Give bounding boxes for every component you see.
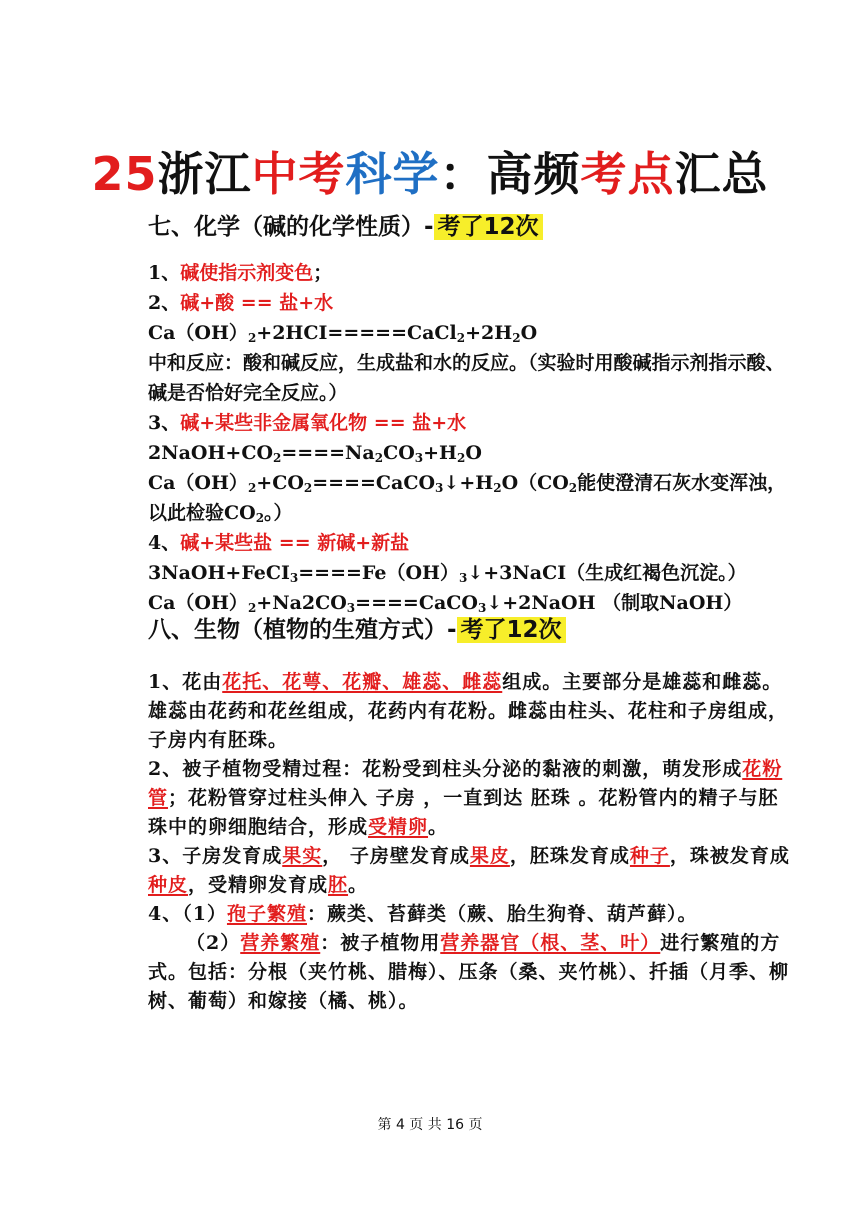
page-title <box>0 138 860 204</box>
equation: $Ca(OH)_2+2HCI=====CaCl_2+2H_2O$ <box>148 322 538 345</box>
line: 4、碱+某些盐 == 新碱+新盐 <box>148 532 410 554</box>
paragraph: 中和反应：酸和碱反应，生成盐和水的反应。（实验时用酸碱指示剂指示酸、碱是否恰好完全反应。） <box>148 352 785 404</box>
line: 1、碱使指示剂变色； <box>148 262 333 284</box>
title-part: 浙江 <box>157 147 252 201</box>
equation: $3NaOH+FeCI_3====Fe(OH)_3↓+3NaCI$（生成红褐色沉淀。） <box>148 562 747 585</box>
title-part: 25 <box>91 147 158 201</box>
paragraph: 2、被子植物受精过程：花粉受到柱头分泌的黏液的刺激，萌发形成花粉管；花粉管穿过柱头伸入 子房 ，一直到达 胚珠 。花粉管内的精子与胚珠中的卵细胞结合，形成受精卵。 <box>148 758 783 838</box>
equation: $Ca(OH)_2+Na2CO_3====CaCO_3↓+2NaOH$ （制取NaOH） <box>148 592 743 615</box>
heading-text: 七、化学（碱的化学性质）- <box>148 214 434 240</box>
section-7-body <box>148 258 798 618</box>
count-badge: 考了12次 <box>457 617 566 643</box>
paragraph: 3、子房发育成果实， 子房壁发育成果皮，胚珠发育成种子，珠被发育成种皮，受精卵发育成胚。 <box>148 845 790 896</box>
title-part: 科学 <box>345 147 440 201</box>
paragraph: 1、花由花托、花萼、花瓣、雄蕊、雌蕊组成。主要部分是雄蕊和雌蕊。雄蕊由花药和花丝组成，花药内有花粉。雌蕊由柱头、花柱和子房组成，子房内有胚珠。 <box>148 671 789 751</box>
section-8-heading <box>148 611 566 644</box>
title-part: 考点 <box>580 147 675 201</box>
title-part: 中考 <box>251 147 346 201</box>
page-number: 第 4 页 共 16 页 <box>377 1117 483 1133</box>
count-badge: 考了12次 <box>434 214 543 240</box>
line: 2、碱+酸 == 盐+水 <box>148 292 334 314</box>
title-part: ：高频 <box>439 147 581 201</box>
section-7-heading <box>148 208 543 241</box>
paragraph: 4、（1）孢子繁殖：蕨类、苔藓类（蕨、胎生狗脊、葫芦藓）。 <box>148 903 698 925</box>
equation: $Ca(OH)_2+CO_2====CaCO_3↓+H_2O(CO_2$能使澄清石灰水变浑浊，以此检验$CO_2$。） <box>148 472 787 525</box>
section-8-body <box>148 668 798 1016</box>
paragraph: （2）营养繁殖：被子植物用营养器官（根、茎、叶）进行繁殖的方式。包括：分根（夹竹桃、腊梅）、压条（桑、夹竹桃）、扦插（月季、柳树、葡萄）和嫁接（橘、桃）。 <box>148 932 790 1012</box>
equation: $2NaOH+CO_2====Na_2CO_3+H_2O$ <box>148 442 482 465</box>
heading-text: 八、生物（植物的生殖方式）- <box>148 617 457 643</box>
title-part: 汇总 <box>674 147 769 201</box>
line: 3、碱+某些非金属氧化物 == 盐+水 <box>148 412 467 434</box>
